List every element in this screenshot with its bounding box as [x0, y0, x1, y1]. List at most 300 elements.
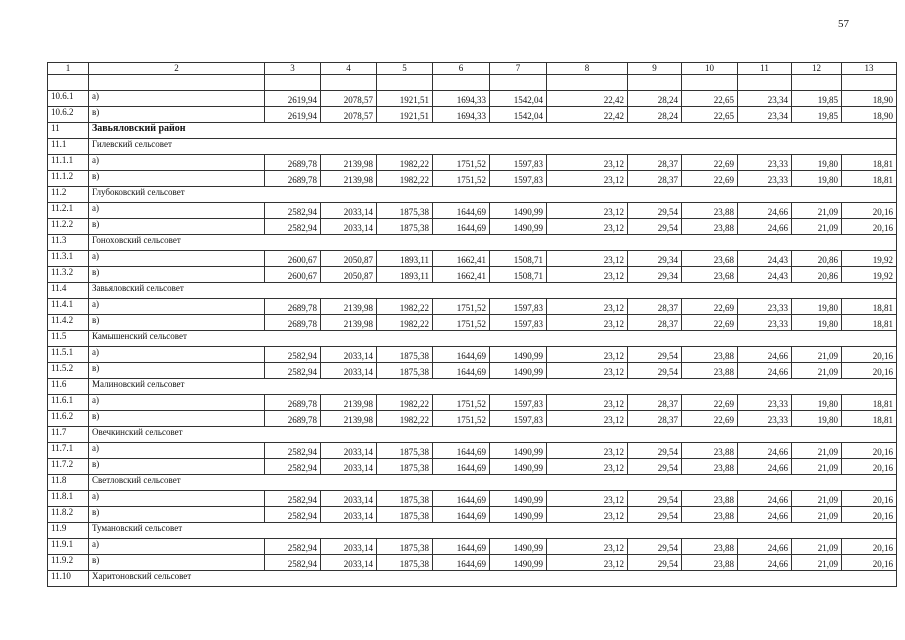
row-label: в) — [89, 459, 265, 475]
table-row — [48, 443, 897, 459]
row-label: а) — [89, 491, 265, 507]
table-cell: 2600,67 — [265, 251, 321, 267]
table-cell: 1982,22 — [377, 299, 433, 315]
table-cell: 20,16 — [842, 459, 897, 475]
row-label: а) — [89, 203, 265, 219]
table-cell: 1597,83 — [490, 171, 547, 187]
table-cell: 20,86 — [792, 251, 842, 267]
table-cell: 24,66 — [738, 555, 792, 571]
table-cell: 29,54 — [628, 203, 682, 219]
row-code: 11.2 — [48, 187, 89, 203]
row-code: 11.3 — [48, 235, 89, 251]
table-cell: 24,43 — [738, 251, 792, 267]
table-cell: 23,88 — [682, 363, 738, 379]
row-code: 11.9.2 — [48, 555, 89, 571]
section-title: Глубоковский сельсовет — [89, 187, 897, 203]
table-cell: 20,16 — [842, 443, 897, 459]
table-row — [48, 171, 897, 187]
column-header: 9 — [628, 63, 682, 75]
section-row — [48, 235, 897, 251]
table-cell: 18,90 — [842, 91, 897, 107]
table-cell: 2582,94 — [265, 459, 321, 475]
section-title: Светловский сельсовет — [89, 475, 897, 491]
table-cell: 2582,94 — [265, 219, 321, 235]
table-cell: 2033,14 — [321, 539, 377, 555]
table-cell: 28,37 — [628, 171, 682, 187]
table-cell: 1982,22 — [377, 411, 433, 427]
table-cell: 23,88 — [682, 491, 738, 507]
table-cell: 23,33 — [738, 315, 792, 331]
row-label: в) — [89, 555, 265, 571]
row-code: 11.1 — [48, 139, 89, 155]
table-cell: 1490,99 — [490, 219, 547, 235]
table-cell: 2689,78 — [265, 299, 321, 315]
table-cell: 20,16 — [842, 555, 897, 571]
table-cell: 1490,99 — [490, 363, 547, 379]
table-header-row — [48, 63, 897, 75]
table-cell: 1875,38 — [377, 203, 433, 219]
table-cell: 1490,99 — [490, 507, 547, 523]
table-cell: 23,12 — [547, 347, 628, 363]
table-cell: 1542,04 — [490, 107, 547, 123]
table-cell: 22,69 — [682, 171, 738, 187]
row-code: 11.6 — [48, 379, 89, 395]
table-cell: 2689,78 — [265, 155, 321, 171]
table-cell: 29,34 — [628, 251, 682, 267]
column-header: 10 — [682, 63, 738, 75]
table-cell: 1875,38 — [377, 443, 433, 459]
table-cell: 1893,11 — [377, 251, 433, 267]
table-cell: 2033,14 — [321, 459, 377, 475]
row-code: 11.2.2 — [48, 219, 89, 235]
table-cell: 23,34 — [738, 107, 792, 123]
table-row — [48, 507, 897, 523]
table-cell: 22,42 — [547, 91, 628, 107]
column-header: 13 — [842, 63, 897, 75]
table-cell: 2139,98 — [321, 411, 377, 427]
table-cell: 2619,94 — [265, 91, 321, 107]
table-cell: 19,80 — [792, 315, 842, 331]
table-cell: 23,88 — [682, 555, 738, 571]
section-row — [48, 427, 897, 443]
table-cell: 1508,71 — [490, 251, 547, 267]
table-cell: 23,33 — [738, 171, 792, 187]
row-code: 11.5 — [48, 331, 89, 347]
column-header: 3 — [265, 63, 321, 75]
table-cell: 2078,57 — [321, 91, 377, 107]
table-cell: 28,37 — [628, 395, 682, 411]
section-title: Завьяловский сельсовет — [89, 283, 897, 299]
table-cell: 23,33 — [738, 155, 792, 171]
row-code: 11.8 — [48, 475, 89, 491]
row-label: а) — [89, 395, 265, 411]
table-cell: 22,69 — [682, 155, 738, 171]
table-cell: 1490,99 — [490, 203, 547, 219]
table-cell: 18,81 — [842, 155, 897, 171]
table-cell: 2050,87 — [321, 267, 377, 283]
row-code: 11.5.2 — [48, 363, 89, 379]
table-cell: 29,54 — [628, 459, 682, 475]
table-cell: 2139,98 — [321, 155, 377, 171]
table-cell: 2582,94 — [265, 555, 321, 571]
row-label: а) — [89, 347, 265, 363]
table-cell: 2689,78 — [265, 315, 321, 331]
row-code: 11.2.1 — [48, 203, 89, 219]
table-row — [48, 347, 897, 363]
column-spacer-row — [48, 75, 897, 91]
table-cell: 29,54 — [628, 219, 682, 235]
table-row — [48, 555, 897, 571]
table-cell: 29,54 — [628, 347, 682, 363]
table-cell: 1875,38 — [377, 507, 433, 523]
table-cell: 18,90 — [842, 107, 897, 123]
table-cell: 2033,14 — [321, 507, 377, 523]
table-cell: 22,69 — [682, 315, 738, 331]
row-label: а) — [89, 251, 265, 267]
table-cell: 20,16 — [842, 539, 897, 555]
row-code: 11.7 — [48, 427, 89, 443]
row-code: 11.8.1 — [48, 491, 89, 507]
row-label: в) — [89, 363, 265, 379]
table-row — [48, 315, 897, 331]
table-cell: 19,80 — [792, 411, 842, 427]
table-cell: 2033,14 — [321, 219, 377, 235]
row-code: 11.7.2 — [48, 459, 89, 475]
table-cell: 20,16 — [842, 491, 897, 507]
table-cell: 29,34 — [628, 267, 682, 283]
table-cell: 1751,52 — [433, 411, 490, 427]
section-row — [48, 283, 897, 299]
table-row — [48, 395, 897, 411]
section-row — [48, 379, 897, 395]
row-code: 11.1.2 — [48, 171, 89, 187]
table-cell: 2033,14 — [321, 443, 377, 459]
section-title: Гилевский сельсовет — [89, 139, 897, 155]
table-cell: 29,54 — [628, 443, 682, 459]
table-row — [48, 299, 897, 315]
table-cell: 1597,83 — [490, 315, 547, 331]
table-cell: 28,37 — [628, 315, 682, 331]
table-cell: 19,80 — [792, 171, 842, 187]
section-title: Гонохoвский сельсовет — [89, 235, 897, 251]
table-cell: 23,88 — [682, 507, 738, 523]
table-cell: 1982,22 — [377, 171, 433, 187]
row-code: 11.5.1 — [48, 347, 89, 363]
row-code: 11.8.2 — [48, 507, 89, 523]
row-code: 11 — [48, 123, 89, 139]
table-cell: 22,65 — [682, 107, 738, 123]
table-cell: 22,65 — [682, 91, 738, 107]
table-cell: 23,12 — [547, 411, 628, 427]
table-cell: 21,09 — [792, 347, 842, 363]
table-cell: 2689,78 — [265, 171, 321, 187]
table-cell: 18,81 — [842, 395, 897, 411]
row-label: а) — [89, 299, 265, 315]
table-cell: 19,80 — [792, 395, 842, 411]
table-row — [48, 155, 897, 171]
table-cell: 24,43 — [738, 267, 792, 283]
table-cell: 21,09 — [792, 443, 842, 459]
table-cell: 21,09 — [792, 507, 842, 523]
table-cell: 1751,52 — [433, 395, 490, 411]
row-label: в) — [89, 171, 265, 187]
column-header: 7 — [490, 63, 547, 75]
row-label: а) — [89, 443, 265, 459]
table-cell: 1490,99 — [490, 555, 547, 571]
row-label: а) — [89, 91, 265, 107]
row-label: а) — [89, 155, 265, 171]
table-cell: 2582,94 — [265, 539, 321, 555]
table-cell: 18,81 — [842, 411, 897, 427]
table-cell: 1921,51 — [377, 107, 433, 123]
table-row — [48, 363, 897, 379]
table-cell: 2689,78 — [265, 411, 321, 427]
table-cell: 23,88 — [682, 539, 738, 555]
table-body — [48, 63, 897, 587]
table-cell: 28,24 — [628, 91, 682, 107]
table-cell: 1644,69 — [433, 459, 490, 475]
table-cell: 1875,38 — [377, 539, 433, 555]
table-cell: 21,09 — [792, 539, 842, 555]
table-cell: 1542,04 — [490, 91, 547, 107]
table-cell: 1508,71 — [490, 267, 547, 283]
row-label: в) — [89, 267, 265, 283]
section-title: Харитоновский сельсовет — [89, 571, 897, 587]
table-cell: 18,81 — [842, 299, 897, 315]
table-cell: 1875,38 — [377, 459, 433, 475]
table-cell: 2033,14 — [321, 363, 377, 379]
row-code: 11.4.1 — [48, 299, 89, 315]
table-cell: 23,33 — [738, 395, 792, 411]
section-title: Тумановский сельсовет — [89, 523, 897, 539]
table-cell: 1490,99 — [490, 491, 547, 507]
table-row — [48, 251, 897, 267]
table-cell: 20,16 — [842, 507, 897, 523]
table-cell: 1490,99 — [490, 443, 547, 459]
table-cell: 22,69 — [682, 395, 738, 411]
table-cell: 23,12 — [547, 315, 628, 331]
table-cell: 23,68 — [682, 267, 738, 283]
page-number: 57 — [838, 18, 849, 30]
table-cell: 23,12 — [547, 507, 628, 523]
table-cell: 2582,94 — [265, 363, 321, 379]
section-title: Малиновский сельсовет — [89, 379, 897, 395]
table-cell: 1644,69 — [433, 363, 490, 379]
column-header: 5 — [377, 63, 433, 75]
table-cell: 24,66 — [738, 459, 792, 475]
table-cell: 20,16 — [842, 203, 897, 219]
table-cell: 24,66 — [738, 363, 792, 379]
table-cell: 2689,78 — [265, 395, 321, 411]
table-cell: 1875,38 — [377, 347, 433, 363]
tariff-table — [47, 62, 897, 587]
table-cell: 23,12 — [547, 395, 628, 411]
table-cell: 2582,94 — [265, 507, 321, 523]
section-row — [48, 523, 897, 539]
table-cell: 19,80 — [792, 299, 842, 315]
table-cell: 1694,33 — [433, 91, 490, 107]
table-cell: 20,16 — [842, 363, 897, 379]
table-cell: 28,37 — [628, 299, 682, 315]
column-header: 8 — [547, 63, 628, 75]
table-cell: 1490,99 — [490, 459, 547, 475]
table-cell: 2033,14 — [321, 203, 377, 219]
table-cell: 1875,38 — [377, 363, 433, 379]
table-cell: 23,12 — [547, 459, 628, 475]
table-cell: 1921,51 — [377, 91, 433, 107]
table-cell: 1644,69 — [433, 443, 490, 459]
table-cell: 23,12 — [547, 251, 628, 267]
table-row — [48, 411, 897, 427]
table-cell: 1644,69 — [433, 203, 490, 219]
table-cell: 23,34 — [738, 91, 792, 107]
table-cell: 23,12 — [547, 267, 628, 283]
table-cell: 24,66 — [738, 539, 792, 555]
table-cell: 1490,99 — [490, 347, 547, 363]
table-cell: 23,12 — [547, 555, 628, 571]
table-cell: 2582,94 — [265, 491, 321, 507]
table-cell: 1644,69 — [433, 555, 490, 571]
table-cell: 23,12 — [547, 219, 628, 235]
table-cell: 29,54 — [628, 539, 682, 555]
table-cell: 1490,99 — [490, 539, 547, 555]
table-cell: 29,54 — [628, 507, 682, 523]
table-cell: 20,16 — [842, 219, 897, 235]
table-cell: 24,66 — [738, 219, 792, 235]
table-cell: 1597,83 — [490, 395, 547, 411]
column-header: 4 — [321, 63, 377, 75]
table-cell: 18,81 — [842, 171, 897, 187]
table-cell: 21,09 — [792, 203, 842, 219]
table-cell: 1644,69 — [433, 539, 490, 555]
table-cell: 2582,94 — [265, 203, 321, 219]
table-cell: 2139,98 — [321, 299, 377, 315]
table-cell: 2139,98 — [321, 315, 377, 331]
row-label: в) — [89, 107, 265, 123]
table-cell: 1597,83 — [490, 299, 547, 315]
table-cell: 23,33 — [738, 411, 792, 427]
column-header: 2 — [89, 63, 265, 75]
column-header: 1 — [48, 63, 89, 75]
row-code: 10.6.1 — [48, 91, 89, 107]
row-code: 11.4.2 — [48, 315, 89, 331]
table-cell: 24,66 — [738, 507, 792, 523]
table-row — [48, 91, 897, 107]
table-cell: 1644,69 — [433, 491, 490, 507]
section-row — [48, 331, 897, 347]
table-cell: 1893,11 — [377, 267, 433, 283]
table-cell: 23,88 — [682, 219, 738, 235]
table-cell: 1597,83 — [490, 155, 547, 171]
table-cell: 28,37 — [628, 155, 682, 171]
table-cell: 23,88 — [682, 459, 738, 475]
table-cell: 1644,69 — [433, 507, 490, 523]
table-cell: 2139,98 — [321, 395, 377, 411]
table-cell: 1751,52 — [433, 155, 490, 171]
table-cell: 1875,38 — [377, 491, 433, 507]
table-cell: 1694,33 — [433, 107, 490, 123]
table-cell: 1751,52 — [433, 299, 490, 315]
table-cell: 24,66 — [738, 443, 792, 459]
table-cell: 1875,38 — [377, 219, 433, 235]
table-cell: 21,09 — [792, 459, 842, 475]
table-row — [48, 107, 897, 123]
table-cell: 2033,14 — [321, 491, 377, 507]
section-title: Завьяловский район — [89, 123, 897, 139]
table-cell: 21,09 — [792, 363, 842, 379]
table-cell: 29,54 — [628, 555, 682, 571]
table-cell: 2139,98 — [321, 171, 377, 187]
section-title: Овечкинский сельсовет — [89, 427, 897, 443]
row-code: 11.3.2 — [48, 267, 89, 283]
table-cell: 19,85 — [792, 107, 842, 123]
table-cell: 21,09 — [792, 555, 842, 571]
table-cell: 1662,41 — [433, 251, 490, 267]
row-code: 11.9 — [48, 523, 89, 539]
row-code: 11.6.2 — [48, 411, 89, 427]
table-cell: 22,42 — [547, 107, 628, 123]
table-cell: 19,92 — [842, 251, 897, 267]
table-cell: 19,85 — [792, 91, 842, 107]
table-cell: 22,69 — [682, 299, 738, 315]
table-cell: 23,88 — [682, 347, 738, 363]
table-cell: 1751,52 — [433, 315, 490, 331]
row-label: в) — [89, 507, 265, 523]
table-cell: 23,88 — [682, 203, 738, 219]
table-cell: 23,12 — [547, 491, 628, 507]
table-cell: 19,80 — [792, 155, 842, 171]
table-cell: 20,16 — [842, 347, 897, 363]
table-cell: 2582,94 — [265, 443, 321, 459]
table-cell: 29,54 — [628, 491, 682, 507]
row-code: 11.6.1 — [48, 395, 89, 411]
table-row — [48, 203, 897, 219]
table-cell: 21,09 — [792, 491, 842, 507]
table-row — [48, 491, 897, 507]
table-row — [48, 219, 897, 235]
table-cell: 23,88 — [682, 443, 738, 459]
row-code: 11.7.1 — [48, 443, 89, 459]
section-row — [48, 123, 897, 139]
table-cell: 28,24 — [628, 107, 682, 123]
row-label: в) — [89, 219, 265, 235]
table-cell: 23,12 — [547, 443, 628, 459]
table-cell: 1875,38 — [377, 555, 433, 571]
row-code: 11.9.1 — [48, 539, 89, 555]
table-cell: 1982,22 — [377, 155, 433, 171]
table-cell: 21,09 — [792, 219, 842, 235]
column-header: 12 — [792, 63, 842, 75]
table-cell: 23,12 — [547, 299, 628, 315]
table-cell: 2600,67 — [265, 267, 321, 283]
section-row — [48, 187, 897, 203]
table-cell: 23,68 — [682, 251, 738, 267]
table-cell: 1751,52 — [433, 171, 490, 187]
table-cell: 1662,41 — [433, 267, 490, 283]
table-row — [48, 539, 897, 555]
table-cell: 23,12 — [547, 155, 628, 171]
table-cell: 2033,14 — [321, 347, 377, 363]
row-label: а) — [89, 539, 265, 555]
table-cell: 1644,69 — [433, 219, 490, 235]
table-cell: 1982,22 — [377, 315, 433, 331]
section-title: Камышенский сельсовет — [89, 331, 897, 347]
row-code: 11.1.1 — [48, 155, 89, 171]
table-cell: 23,33 — [738, 299, 792, 315]
table-cell: 24,66 — [738, 491, 792, 507]
table-row — [48, 267, 897, 283]
table-cell: 19,92 — [842, 267, 897, 283]
